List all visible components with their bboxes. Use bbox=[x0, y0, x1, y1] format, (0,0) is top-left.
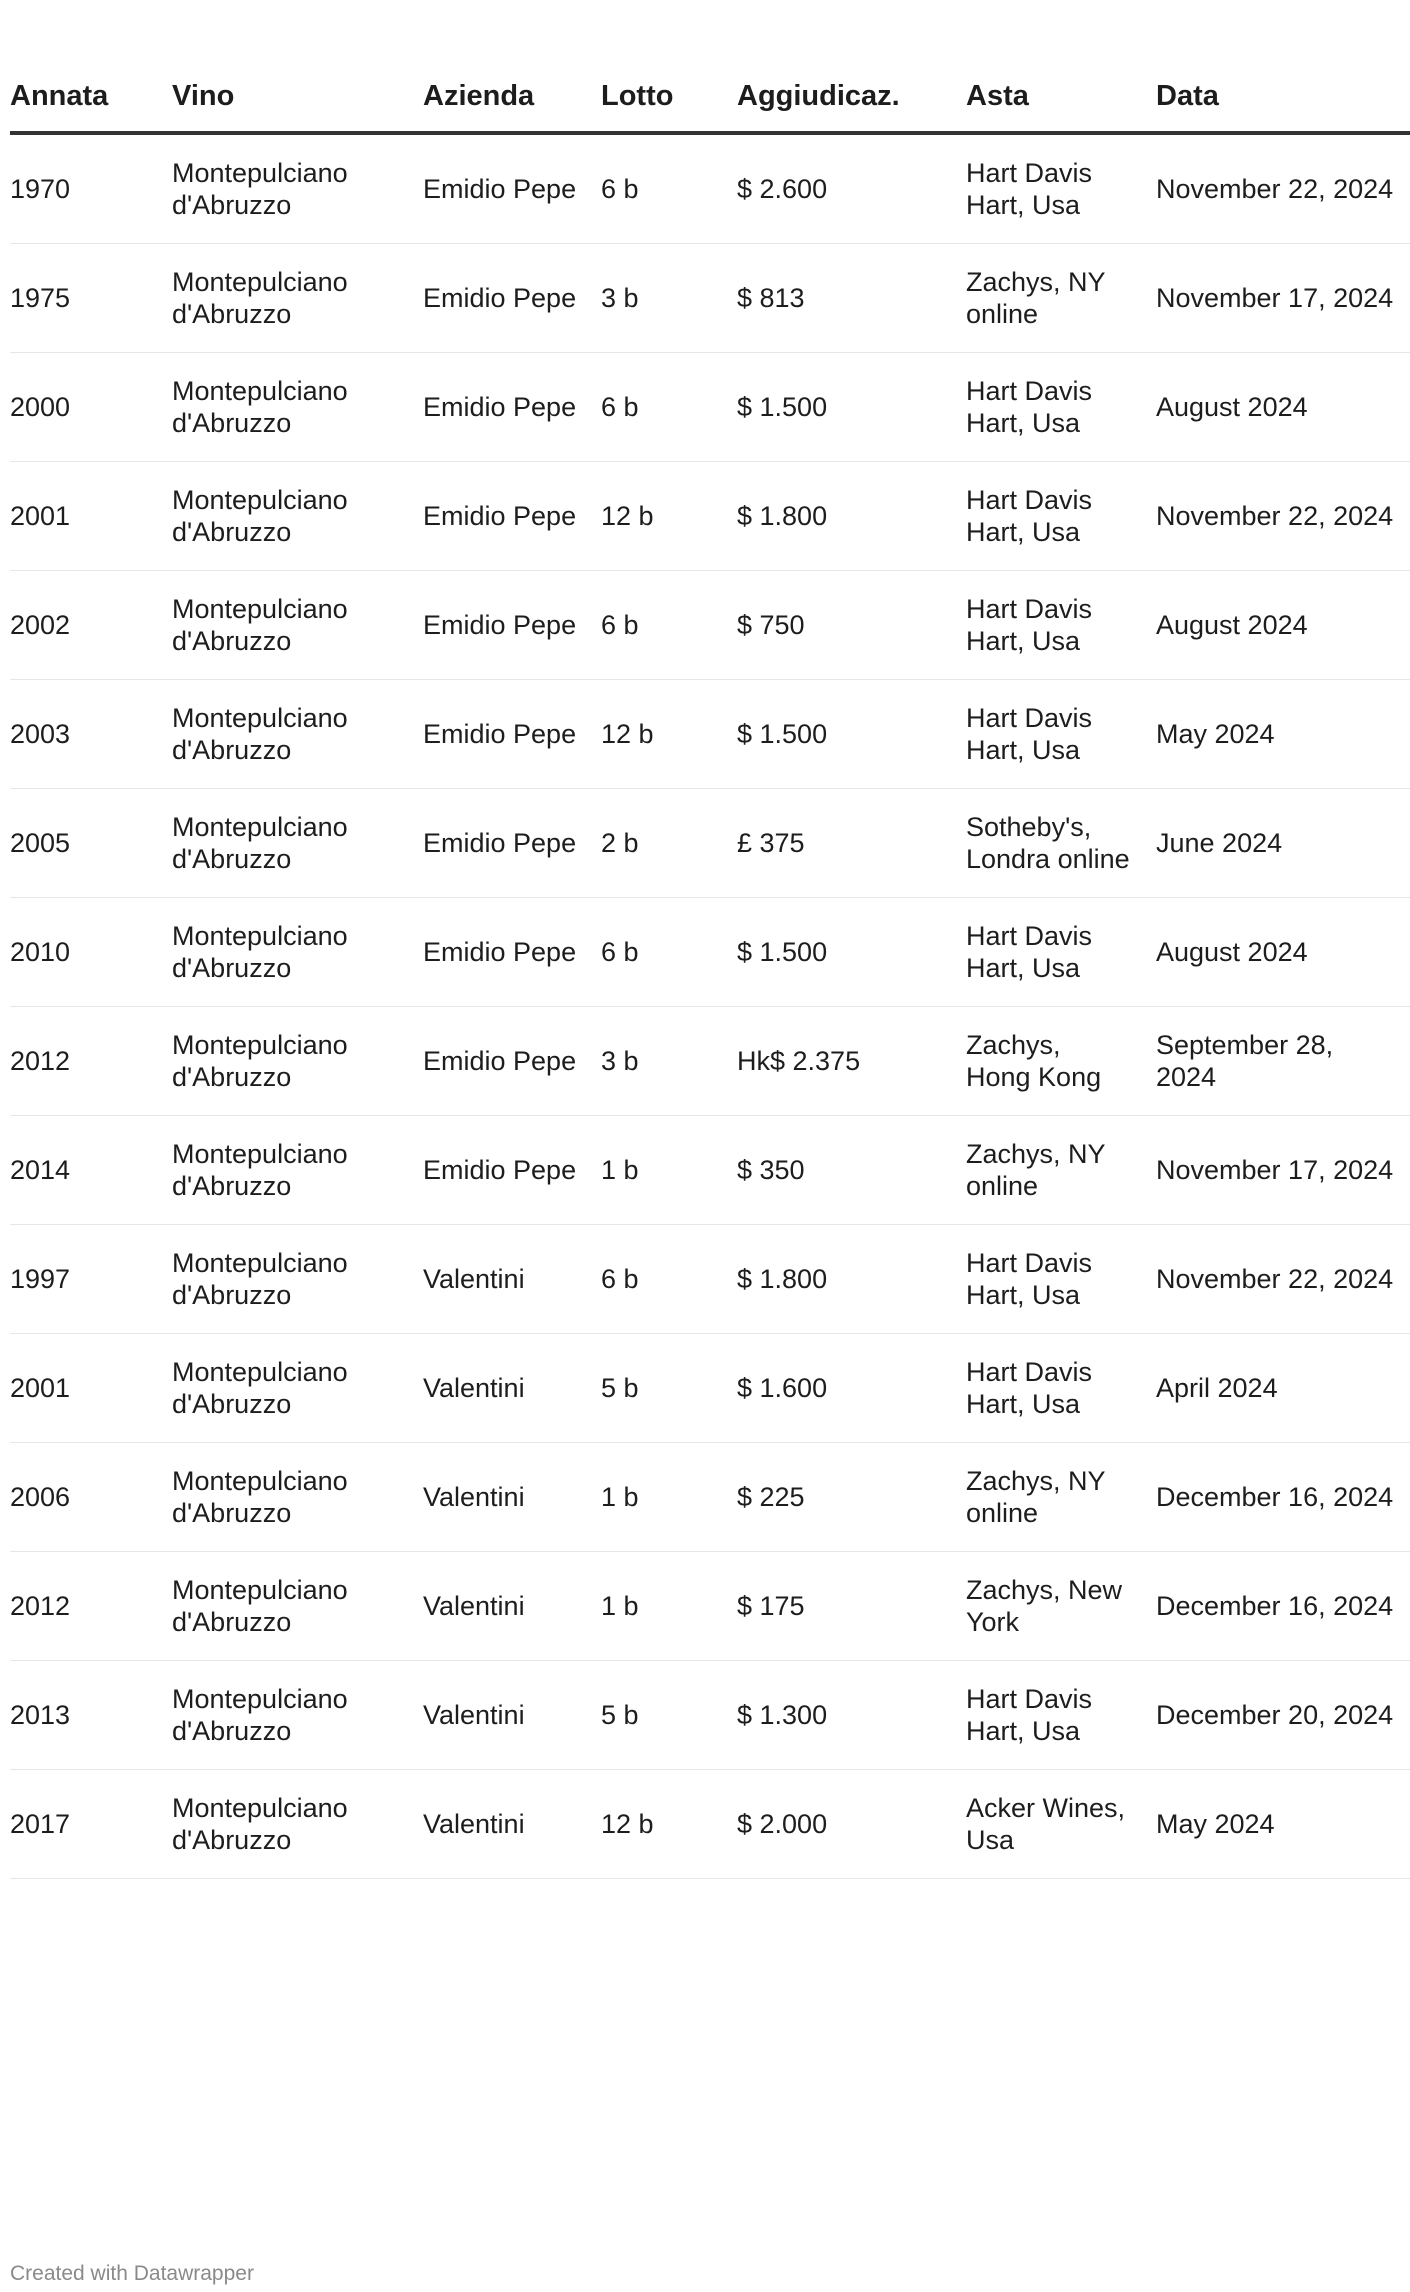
cell-lotto: 3 b bbox=[601, 244, 737, 353]
cell-annata: 2003 bbox=[10, 680, 172, 789]
cell-aggiudicaz: $ 1.500 bbox=[737, 353, 966, 462]
cell-annata: 2010 bbox=[10, 898, 172, 1007]
cell-azienda: Emidio Pepe bbox=[423, 353, 601, 462]
cell-asta: Hart Davis Hart, Usa bbox=[966, 133, 1156, 244]
cell-annata: 2013 bbox=[10, 1661, 172, 1770]
cell-vino: Montepulciano d'Abruzzo bbox=[172, 133, 423, 244]
cell-asta: Hart Davis Hart, Usa bbox=[966, 353, 1156, 462]
cell-annata: 2012 bbox=[10, 1552, 172, 1661]
cell-lotto: 1 b bbox=[601, 1443, 737, 1552]
cell-lotto: 6 b bbox=[601, 571, 737, 680]
table-row bbox=[10, 462, 1410, 571]
cell-data: December 16, 2024 bbox=[1156, 1443, 1410, 1552]
cell-lotto: 5 b bbox=[601, 1334, 737, 1443]
cell-aggiudicaz: $ 225 bbox=[737, 1443, 966, 1552]
table-row bbox=[10, 1552, 1410, 1661]
cell-lotto: 3 b bbox=[601, 1007, 737, 1116]
header-azienda[interactable]: Azienda bbox=[423, 70, 601, 133]
cell-vino: Montepulciano d'Abruzzo bbox=[172, 353, 423, 462]
cell-annata: 2006 bbox=[10, 1443, 172, 1552]
table-body bbox=[10, 133, 1410, 1879]
cell-vino: Montepulciano d'Abruzzo bbox=[172, 462, 423, 571]
table-row bbox=[10, 1334, 1410, 1443]
cell-aggiudicaz: $ 350 bbox=[737, 1116, 966, 1225]
cell-lotto: 1 b bbox=[601, 1552, 737, 1661]
cell-vino: Montepulciano d'Abruzzo bbox=[172, 1443, 423, 1552]
cell-vino: Montepulciano d'Abruzzo bbox=[172, 1007, 423, 1116]
cell-azienda: Valentini bbox=[423, 1225, 601, 1334]
cell-azienda: Emidio Pepe bbox=[423, 1116, 601, 1225]
cell-data: November 17, 2024 bbox=[1156, 244, 1410, 353]
cell-aggiudicaz: $ 1.800 bbox=[737, 1225, 966, 1334]
cell-asta: Hart Davis Hart, Usa bbox=[966, 462, 1156, 571]
table-row bbox=[10, 1661, 1410, 1770]
cell-lotto: 12 b bbox=[601, 462, 737, 571]
cell-annata: 2001 bbox=[10, 462, 172, 571]
header-aggiudicaz[interactable]: Aggiudicaz. bbox=[737, 70, 966, 133]
cell-annata: 2001 bbox=[10, 1334, 172, 1443]
cell-asta: Hart Davis Hart, Usa bbox=[966, 680, 1156, 789]
cell-vino: Montepulciano d'Abruzzo bbox=[172, 1661, 423, 1770]
cell-lotto: 5 b bbox=[601, 1661, 737, 1770]
datawrapper-credit[interactable]: Created with Datawrapper bbox=[10, 2262, 254, 2285]
table-row bbox=[10, 789, 1410, 898]
cell-azienda: Emidio Pepe bbox=[423, 789, 601, 898]
cell-azienda: Valentini bbox=[423, 1770, 601, 1879]
cell-azienda: Emidio Pepe bbox=[423, 680, 601, 789]
cell-vino: Montepulciano d'Abruzzo bbox=[172, 898, 423, 1007]
cell-data: November 17, 2024 bbox=[1156, 1116, 1410, 1225]
cell-azienda: Emidio Pepe bbox=[423, 898, 601, 1007]
table-row bbox=[10, 1443, 1410, 1552]
cell-aggiudicaz: £ 375 bbox=[737, 789, 966, 898]
cell-lotto: 12 b bbox=[601, 1770, 737, 1879]
cell-azienda: Valentini bbox=[423, 1334, 601, 1443]
cell-azienda: Valentini bbox=[423, 1661, 601, 1770]
header-lotto[interactable]: Lotto bbox=[601, 70, 737, 133]
table-row bbox=[10, 680, 1410, 789]
cell-asta: Hart Davis Hart, Usa bbox=[966, 1334, 1156, 1443]
cell-aggiudicaz: $ 813 bbox=[737, 244, 966, 353]
cell-azienda: Emidio Pepe bbox=[423, 571, 601, 680]
cell-annata: 1997 bbox=[10, 1225, 172, 1334]
cell-data: June 2024 bbox=[1156, 789, 1410, 898]
cell-asta: Zachys, NY online bbox=[966, 1443, 1156, 1552]
cell-annata: 1975 bbox=[10, 244, 172, 353]
cell-lotto: 6 b bbox=[601, 898, 737, 1007]
cell-data: April 2024 bbox=[1156, 1334, 1410, 1443]
cell-azienda: Emidio Pepe bbox=[423, 462, 601, 571]
cell-lotto: 6 b bbox=[601, 1225, 737, 1334]
cell-vino: Montepulciano d'Abruzzo bbox=[172, 1770, 423, 1879]
cell-aggiudicaz: $ 1.300 bbox=[737, 1661, 966, 1770]
table-row bbox=[10, 1116, 1410, 1225]
cell-azienda: Valentini bbox=[423, 1443, 601, 1552]
table-row bbox=[10, 1007, 1410, 1116]
cell-asta: Hart Davis Hart, Usa bbox=[966, 571, 1156, 680]
table-row bbox=[10, 133, 1410, 244]
cell-annata: 2000 bbox=[10, 353, 172, 462]
cell-asta: Zachys, New York bbox=[966, 1552, 1156, 1661]
cell-data: August 2024 bbox=[1156, 571, 1410, 680]
cell-asta: Zachys, NY online bbox=[966, 1116, 1156, 1225]
cell-asta: Zachys, Hong Kong bbox=[966, 1007, 1156, 1116]
table-header bbox=[10, 70, 1410, 133]
table-row bbox=[10, 244, 1410, 353]
cell-lotto: 2 b bbox=[601, 789, 737, 898]
table-row bbox=[10, 571, 1410, 680]
cell-azienda: Emidio Pepe bbox=[423, 244, 601, 353]
cell-data: November 22, 2024 bbox=[1156, 462, 1410, 571]
cell-azienda: Emidio Pepe bbox=[423, 1007, 601, 1116]
table-row bbox=[10, 1770, 1410, 1879]
cell-data: May 2024 bbox=[1156, 680, 1410, 789]
cell-vino: Montepulciano d'Abruzzo bbox=[172, 1116, 423, 1225]
cell-aggiudicaz: $ 1.600 bbox=[737, 1334, 966, 1443]
cell-lotto: 6 b bbox=[601, 133, 737, 244]
cell-vino: Montepulciano d'Abruzzo bbox=[172, 1225, 423, 1334]
cell-asta: Hart Davis Hart, Usa bbox=[966, 1225, 1156, 1334]
cell-azienda: Emidio Pepe bbox=[423, 133, 601, 244]
cell-lotto: 1 b bbox=[601, 1116, 737, 1225]
cell-aggiudicaz: $ 2.000 bbox=[737, 1770, 966, 1879]
header-vino[interactable]: Vino bbox=[172, 70, 423, 133]
cell-asta: Zachys, NY online bbox=[966, 244, 1156, 353]
cell-data: November 22, 2024 bbox=[1156, 133, 1410, 244]
cell-vino: Montepulciano d'Abruzzo bbox=[172, 1334, 423, 1443]
table-scroll-area[interactable] bbox=[10, 70, 1394, 1879]
cell-annata: 1970 bbox=[10, 133, 172, 244]
cell-data: August 2024 bbox=[1156, 898, 1410, 1007]
cell-annata: 2005 bbox=[10, 789, 172, 898]
cell-data: November 22, 2024 bbox=[1156, 1225, 1410, 1334]
cell-data: December 20, 2024 bbox=[1156, 1661, 1410, 1770]
cell-aggiudicaz: $ 1.500 bbox=[737, 680, 966, 789]
cell-annata: 2002 bbox=[10, 571, 172, 680]
cell-vino: Montepulciano d'Abruzzo bbox=[172, 680, 423, 789]
cell-azienda: Valentini bbox=[423, 1552, 601, 1661]
cell-vino: Montepulciano d'Abruzzo bbox=[172, 571, 423, 680]
cell-aggiudicaz: $ 1.500 bbox=[737, 898, 966, 1007]
cell-aggiudicaz: Hk$ 2.375 bbox=[737, 1007, 966, 1116]
cell-data: December 16, 2024 bbox=[1156, 1552, 1410, 1661]
table-row bbox=[10, 898, 1410, 1007]
cell-lotto: 12 b bbox=[601, 680, 737, 789]
cell-data: May 2024 bbox=[1156, 1770, 1410, 1879]
cell-aggiudicaz: $ 750 bbox=[737, 571, 966, 680]
table-row bbox=[10, 1225, 1410, 1334]
header-row bbox=[10, 70, 1410, 133]
cell-vino: Montepulciano d'Abruzzo bbox=[172, 244, 423, 353]
cell-aggiudicaz: $ 2.600 bbox=[737, 133, 966, 244]
auction-results-table bbox=[10, 70, 1410, 1879]
header-annata[interactable]: Annata bbox=[10, 70, 172, 133]
cell-data: August 2024 bbox=[1156, 353, 1410, 462]
cell-annata: 2012 bbox=[10, 1007, 172, 1116]
cell-asta: Hart Davis Hart, Usa bbox=[966, 898, 1156, 1007]
cell-aggiudicaz: $ 1.800 bbox=[737, 462, 966, 571]
header-asta[interactable]: Asta bbox=[966, 70, 1156, 133]
cell-asta: Acker Wines, Usa bbox=[966, 1770, 1156, 1879]
cell-lotto: 6 b bbox=[601, 353, 737, 462]
cell-annata: 2017 bbox=[10, 1770, 172, 1879]
cell-asta: Hart Davis Hart, Usa bbox=[966, 1661, 1156, 1770]
header-data[interactable]: Data bbox=[1156, 70, 1410, 133]
table-row bbox=[10, 353, 1410, 462]
cell-asta: Sotheby's, Londra online bbox=[966, 789, 1156, 898]
cell-data: September 28, 2024 bbox=[1156, 1007, 1410, 1116]
cell-vino: Montepulciano d'Abruzzo bbox=[172, 1552, 423, 1661]
cell-annata: 2014 bbox=[10, 1116, 172, 1225]
cell-aggiudicaz: $ 175 bbox=[737, 1552, 966, 1661]
cell-vino: Montepulciano d'Abruzzo bbox=[172, 789, 423, 898]
